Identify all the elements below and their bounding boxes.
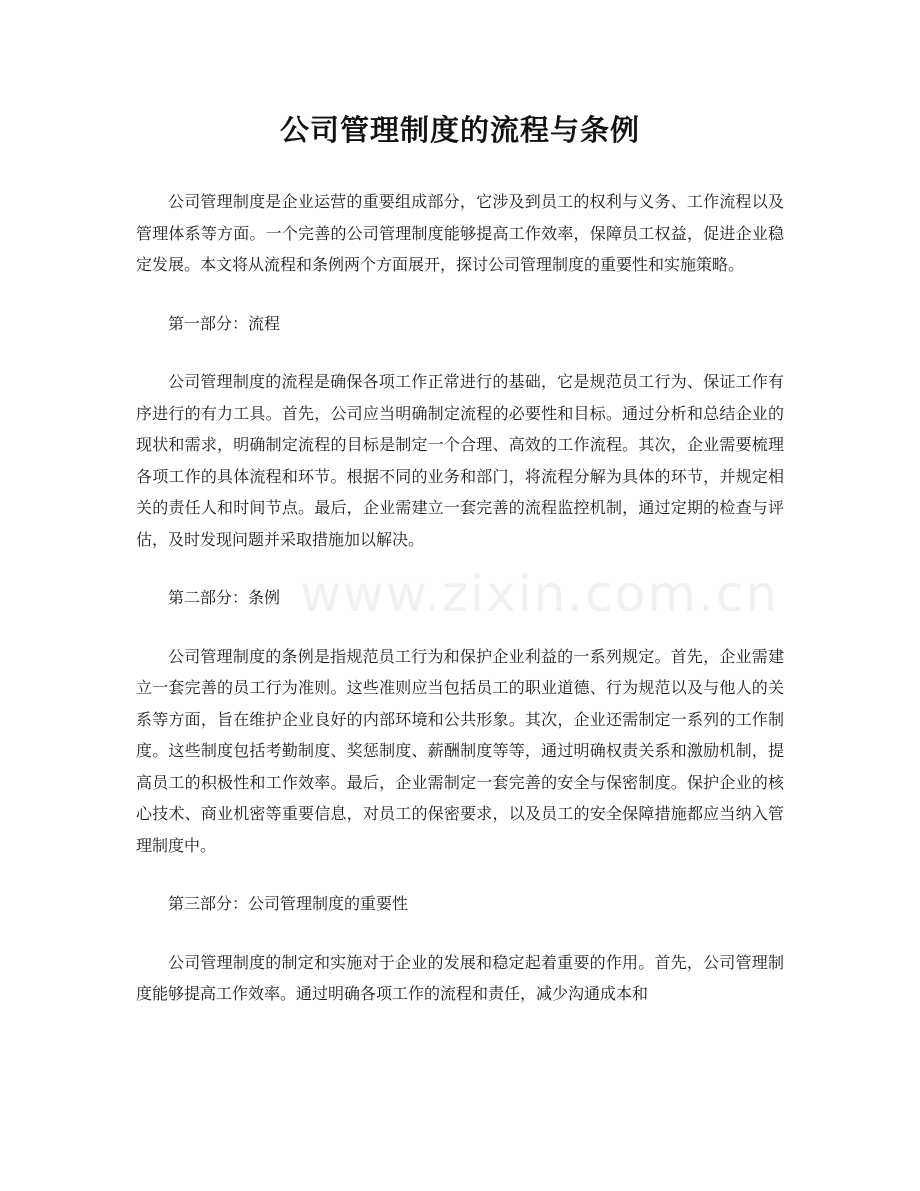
document-body (136, 186, 784, 1037)
intro-paragraph: 公司管理制度是企业运营的重要组成部分，它涉及到员工的权利与义务、工作流程以及管理体系等方面。一个完善的公司管理制度能够提高工作效率，保障员工权益，促进企业稳定发展。本文将从流程和条例两个方面展开，探讨公司管理制度的重要性和实施策略。 (136, 192, 784, 274)
section-1-heading: 第一部分：流程 (168, 313, 281, 333)
document-title: 公司管理制度的流程与条例 (279, 113, 640, 147)
section-2-paragraph: 公司管理制度的条例是指规范员工行为和保护企业利益的一系列规定。首先，企业需建立一套完善的员工行为准则。这些准则应当包括员工的职业道德、行为规范以及与他人的关系等方面，旨在维护企业良好的内部环境和公共形象。其次，企业还需制定一系列的工作制度。这些制度包括考勤制度、奖惩制度、薪酬制度等等，通过明确权责关系和激励机制，提高员工的积极性和工作效率。最后，企业需制定一套完善的安全与保密制度。保护企业的核心技术、商业机密等重要信息，对员工的保密要求，以及员工的安全保障措施都应当纳入管理制度中。 (136, 646, 784, 855)
section-2-heading: 第二部分：条例 (168, 588, 281, 607)
watermark-text: www.zixin.com.cn (300, 565, 780, 623)
section-3-paragraph: 公司管理制度的制定和实施对于企业的发展和稳定起着重要的作用。首先，公司管理制度能够提高工作效率。通过明确各项工作的流程和责任，减少沟通成本和 (136, 952, 784, 1003)
section-1-paragraph: 公司管理制度的流程是确保各项工作正常进行的基础，它是规范员工行为、保证工作有序进行的有力工具。首先，公司应当明确制定流程的必要性和目标。通过分析和总结企业的现状和需求，明确制定流程的目标是制定一个合理、高效的工作流程。其次，企业需要梳理各项工作的具体流程和环节。根据不同的业务和部门，将流程分解为具体的环节，并规定相关的责任人和时间节点。最后，企业需建立一套完善的流程监控机制，通过定期的检查与评估，及时发现问题并采取措施加以解决。 (136, 372, 784, 549)
section-3-heading: 第三部分：公司管理制度的重要性 (168, 894, 409, 913)
